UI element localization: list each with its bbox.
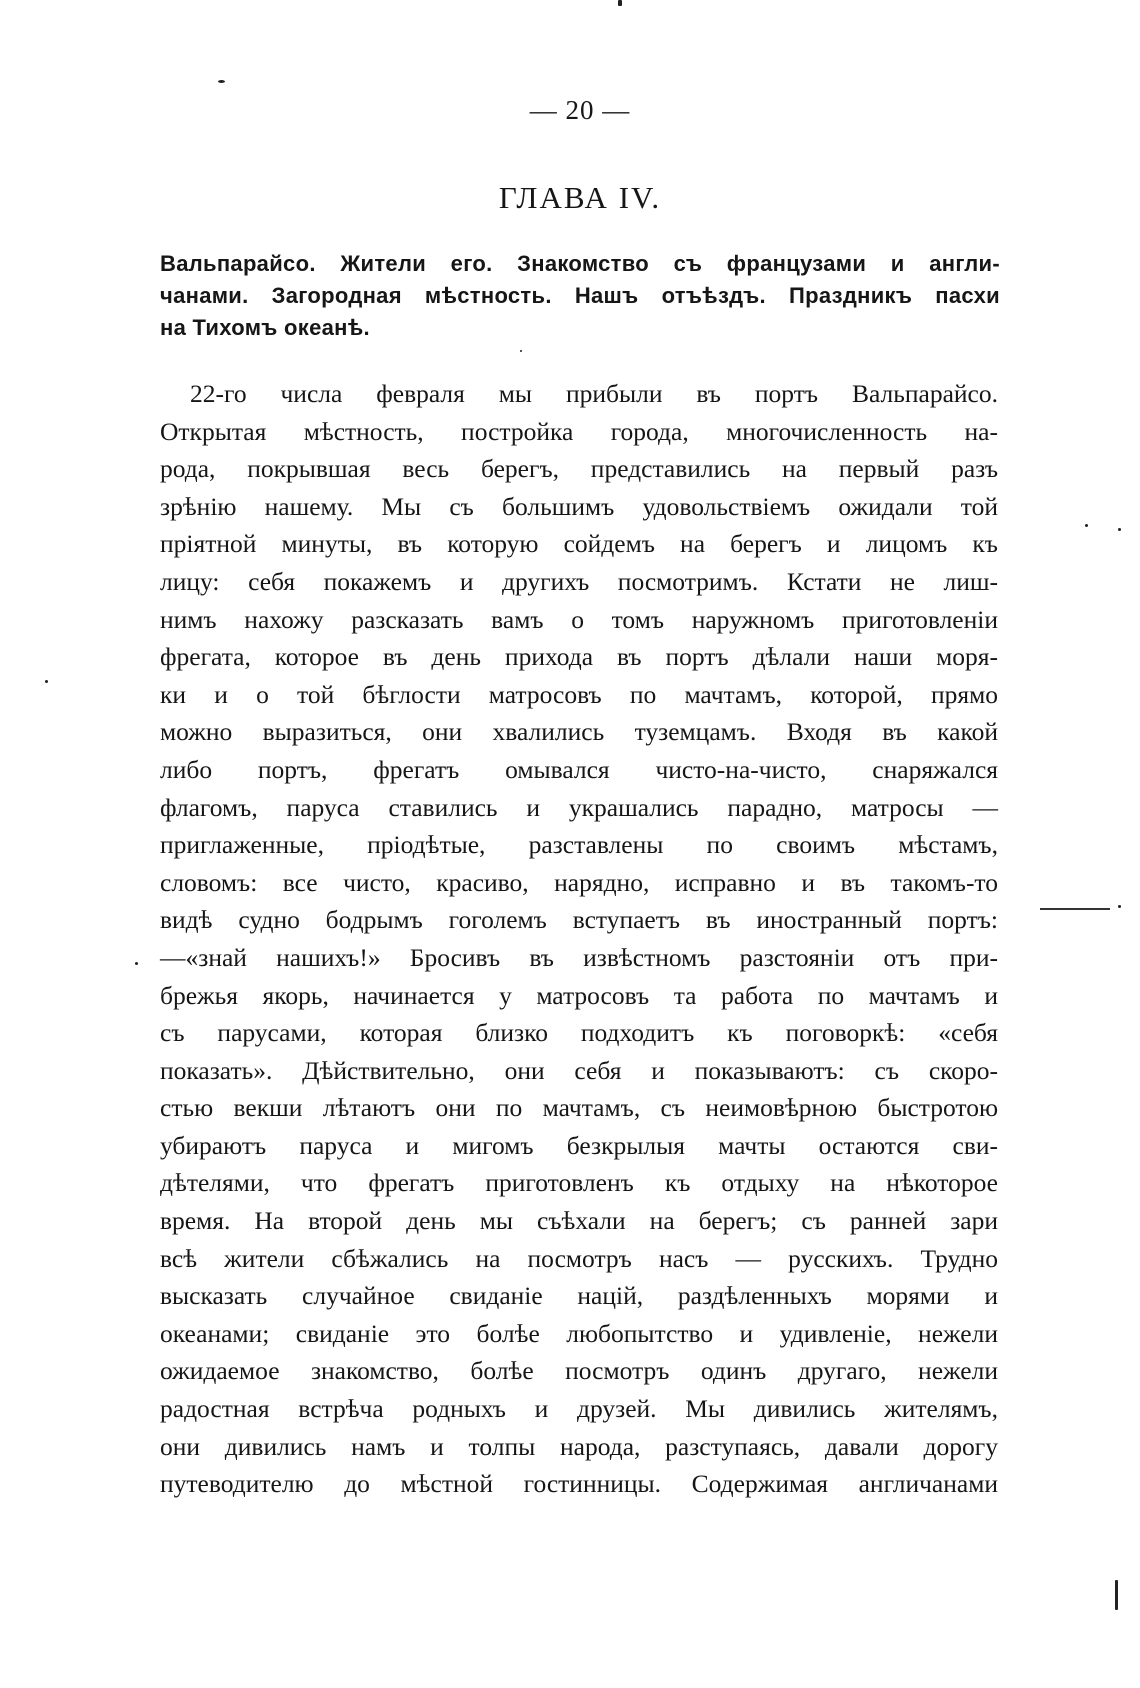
scan-speck: [218, 80, 225, 83]
body-line: приглаженные, пріодѣтые, разставлены по своимъ мѣстамъ,: [160, 830, 998, 860]
body-line: 22-го числа февраля мы прибыли въ портъ Вальпарайсо.: [190, 379, 998, 408]
chapter-summary: [160, 248, 1000, 344]
body-line: ожидаемое знакомство, болѣе посмотръ одинъ другаго, нежели: [160, 1356, 998, 1386]
scan-speck: [135, 962, 138, 965]
page-number: — 20 —: [529, 95, 631, 125]
body-line: словомъ: все чисто, красиво, нарядно, исправно и въ такомъ-то: [160, 867, 998, 897]
body-line: рода, покрывшая весь берегъ, представились на первый разъ: [160, 454, 998, 484]
scan-speck: [1118, 905, 1121, 908]
body-line: флагомъ, паруса ставились и украшались парадно, матросы —: [160, 792, 998, 822]
body-line: видѣ судно бодрымъ гоголемъ вступаетъ въ иностранный портъ:: [160, 905, 998, 935]
body-line: зрѣнію нашему. Мы съ большимъ удовольствіемъ ожидали той: [160, 491, 998, 521]
chapter-title: ГЛАВА IV.: [498, 180, 662, 215]
scan-speck: [1085, 524, 1088, 527]
body-line: время. На второй день мы съѣхали на берегъ; съ ранней зари: [160, 1206, 998, 1236]
body-line: либо портъ, фрегатъ омывался чисто-на-чисто, снаряжался: [160, 754, 998, 784]
body-text: [160, 375, 998, 1503]
body-line: радостная встрѣча родныхъ и друзей. Мы дивились жителямъ,: [160, 1394, 998, 1424]
body-line: путеводителю до мѣстной гостинницы. Содержимая англичанами: [160, 1469, 998, 1499]
body-line: нимъ нахожу разсказать вамъ о томъ наружномъ приготовленіи: [160, 604, 998, 634]
body-line: брежья якорь, начинается у матросовъ та работа по мачтамъ и: [160, 980, 998, 1010]
body-line: можно выразиться, они хвалились туземцамъ. Входя въ какой: [160, 717, 998, 747]
body-line: высказать случайное свиданіе націй, раздѣленныхъ морями и: [160, 1281, 998, 1311]
scan-speck: [618, 0, 622, 6]
body-line: лицу: себя покажемъ и другихъ посмотримъ. Кстати не лиш-: [160, 566, 998, 596]
scan-edge-line: [1040, 908, 1110, 910]
body-line: пріятной минуты, въ которую сойдемъ на берегъ и лицомъ къ: [160, 529, 998, 559]
scan-speck: [45, 680, 48, 683]
body-line: ки и о той бѣглости матросовъ по мачтамъ, которой, прямо: [160, 679, 998, 709]
body-line: они дивились намъ и толпы народа, разступаясь, давали дорогу: [160, 1431, 998, 1461]
scan-speck: [520, 350, 522, 352]
body-line: дѣтелями, что фрегатъ приготовленъ къ отдыху на нѣкоторое: [160, 1168, 998, 1198]
body-line: показать». Дѣйствительно, они себя и показываютъ: съ скоро-: [160, 1055, 998, 1085]
body-line: съ парусами, которая близко подходитъ къ поговоркѣ: «себя: [160, 1018, 998, 1048]
scan-speck: [1118, 528, 1121, 531]
scan-speck: [1115, 1580, 1118, 1610]
body-line: фрегата, которое въ день прихода въ портъ дѣлали наши моря-: [160, 642, 998, 672]
body-line: убираютъ паруса и мигомъ безкрылыя мачты остаются сви-: [160, 1130, 998, 1160]
body-line: —«знай нашихъ!» Бросивъ въ извѣстномъ разстояніи отъ при-: [160, 942, 998, 972]
summary-line: Вальпарайсо. Жители его. Знакомство съ французами и англи-: [160, 251, 1000, 276]
summary-line: на Тихомъ океанѣ.: [160, 315, 370, 340]
summary-line: чанами. Загородная мѣстность. Нашъ отъѣздъ. Праздникъ пасхи: [160, 283, 1000, 308]
body-line: океанами; свиданіе это болѣе любопытство и удивленіе, нежели: [160, 1318, 998, 1348]
body-line: Открытая мѣстность, постройка города, многочисленность на-: [160, 416, 998, 446]
body-line: стью векши лѣтаютъ они по мачтамъ, съ неимовѣрною быстротою: [160, 1093, 998, 1123]
body-line: всѣ жители сбѣжались на посмотръ насъ — русскихъ. Трудно: [160, 1243, 998, 1273]
